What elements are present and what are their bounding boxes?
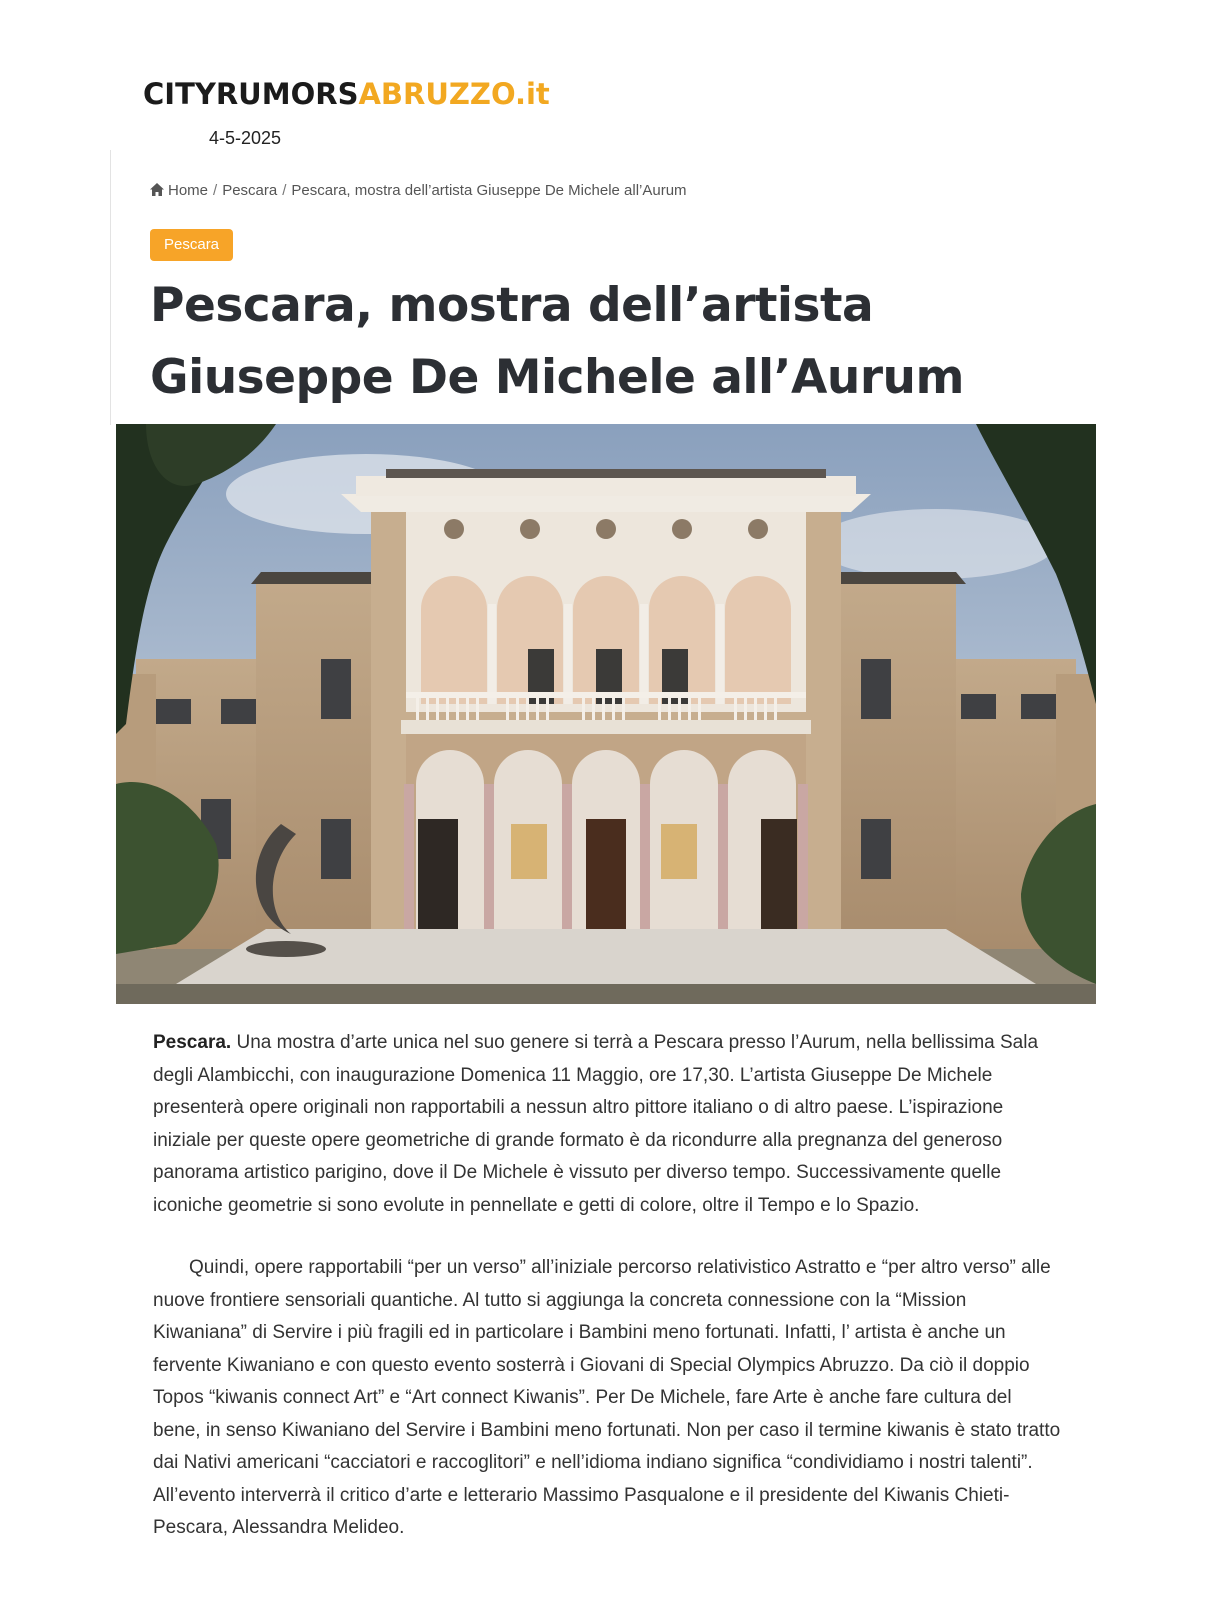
breadcrumb	[150, 182, 687, 200]
breadcrumb-home-link[interactable]: Home	[168, 182, 209, 199]
category-badge[interactable]: Pescara	[150, 229, 233, 261]
breadcrumb-separator: /	[282, 182, 287, 199]
breadcrumb-category-link[interactable]: Pescara	[222, 182, 278, 199]
article-title: Pescara, mostra dell’artista Giuseppe De Michele all’Aurum	[150, 278, 964, 405]
breadcrumb-current: Pescara, mostra dell’artista Giuseppe De Michele all’Aurum	[291, 182, 687, 199]
publish-date: 4-5-2025	[209, 128, 282, 148]
article-paragraph: Quindi, opere rapportabili “per un verso” all’iniziale percorso relativistico Astratto e “per altro verso” alle nuove frontiere sensoriali quantiche. Al tutto si aggiunga la concreta connessione con la “Mission Kiwaniana” di Servire i più fragili ed in particolare i Bambini meno fortunati. Infatti, l’ artista è anche un fervente Kiwaniano e con questo evento sosterrà i Giovani di Special Olympics Abruzzo. Da ciò il doppio Topos “kiwanis connect Art” e “Art connect Kiwanis”. Per De Michele, fare Arte è anche fare cultura del bene, in senso Kiwaniano del Servire i Bambini meno fortunati. Non per caso il termine kiwanis è stato tratto dai Nativi americani “cacciatori e raccoglitori” e nell’idioma indiano significa “condividiamo i nostri talenti”. All’evento interverrà il critico d’arte e letterario Massimo Pasqualone e il presidente del Kiwanis Chieti-Pescara, Alessandra Melideo.	[153, 1257, 1061, 1538]
article-hero-image	[116, 424, 1096, 1004]
article-body	[153, 1027, 1063, 1545]
logo-text-part1: CITYRUMORS	[143, 77, 359, 111]
site-logo[interactable]	[143, 76, 550, 112]
logo-text-part2: ABRUZZO.it	[358, 77, 550, 111]
breadcrumb-separator: /	[213, 182, 218, 199]
lead-label: Pescara.	[153, 1032, 232, 1053]
divider-line	[110, 150, 111, 425]
article-paragraph	[153, 1027, 1063, 1222]
home-icon	[150, 183, 164, 200]
paragraph-text: Una mostra d’arte unica nel suo genere si terrà a Pescara presso l’Aurum, nella bellissima Sala degli Alambicchi, con inaugurazione Domenica 11 Maggio, ore 17,30. L’artista Giuseppe De Michele presenterà opere originali non rapportabili a nessun altro pittore italiano o di altro paese. L’ispirazione iniziale per queste opere geometriche di grande formato è da ricondurre alla pregnanza del generoso panorama artistico parigino, dove il De Michele è vissuto per diverso tempo. Successivamente quelle iconiche geometrie si sono evolute in pennellate e getti di colore, oltre il Tempo e lo Spazio.	[153, 1032, 1039, 1216]
